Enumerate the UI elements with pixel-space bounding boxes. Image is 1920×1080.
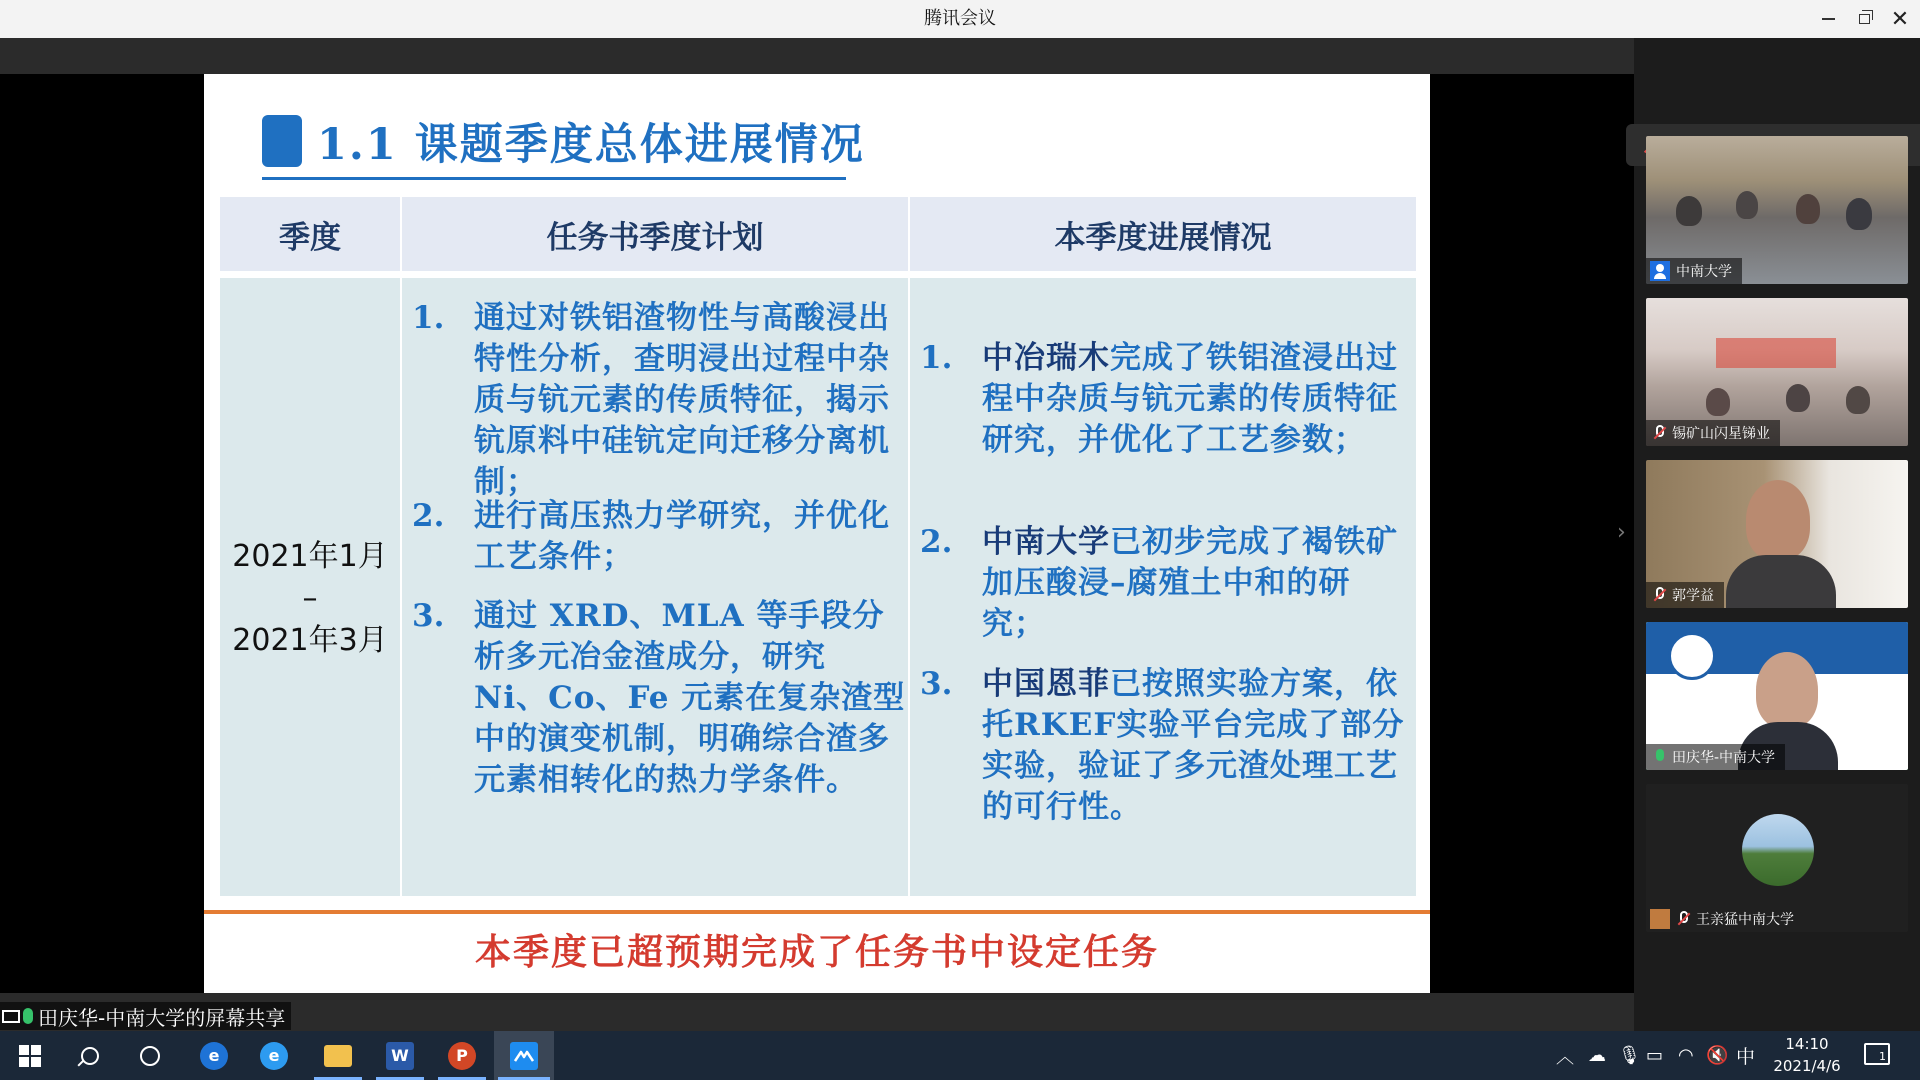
quarter-dash: – xyxy=(302,581,318,616)
restore-button[interactable] xyxy=(1846,0,1882,38)
cortana-button[interactable] xyxy=(122,1031,178,1080)
progress-item-org: 中国恩菲 xyxy=(982,666,1110,702)
participant-name: 锡矿山闪星锑业 xyxy=(1672,426,1770,442)
mic-muted-icon xyxy=(1654,425,1666,441)
user-icon xyxy=(1650,261,1670,281)
participant-tile[interactable] xyxy=(1646,136,1908,284)
participant-name: 田庆华-中南大学 xyxy=(1672,750,1776,766)
screen-share-label xyxy=(0,1002,291,1030)
share-top-strip xyxy=(0,38,1634,74)
header-progress: 本季度进展情况 xyxy=(910,197,1416,271)
participant-tile[interactable] xyxy=(1646,298,1908,446)
university-logo-icon xyxy=(1668,632,1716,680)
plan-cell xyxy=(402,278,908,896)
presentation-slide xyxy=(204,74,1430,993)
progress-item-text xyxy=(982,338,1410,461)
participant-name: 中南大学 xyxy=(1676,264,1732,280)
avatar xyxy=(1650,909,1670,929)
participant-tile[interactable] xyxy=(1646,784,1908,932)
windows-taskbar xyxy=(0,1031,1920,1080)
slide-title-text: 1.1 课题季度总体进展情况 xyxy=(317,119,865,170)
progress-cell xyxy=(910,278,1416,896)
quarter-start: 2021年1月 xyxy=(232,539,388,574)
participant-tile[interactable] xyxy=(1646,460,1908,608)
plan-item-text: 通过对铁铝渣物性与高酸浸出特性分析，查明浸出过程中杂质与钪元素的传质特征，揭示钪原料中硅钪定向迁移分离机制； xyxy=(474,300,890,500)
edge-icon: e xyxy=(200,1042,228,1070)
plan-item-text: 通过 XRD、MLA 等手段分析多元冶金渣成分，研究 Ni、Co、Fe 元素在复杂渣型中的演变机制，明确综合渣多元素相转化的热力学条件。 xyxy=(474,598,906,798)
taskbar-app-tencent-meeting[interactable] xyxy=(494,1031,554,1080)
header-plan: 任务书季度计划 xyxy=(402,197,908,271)
search-icon xyxy=(81,1047,99,1065)
notification-center-icon[interactable] xyxy=(1864,1043,1890,1065)
progress-item xyxy=(920,338,1410,461)
plan-item xyxy=(412,298,902,503)
search-button[interactable] xyxy=(62,1031,118,1080)
clock-date: 2021/4/6 xyxy=(1773,1057,1841,1075)
mic-on-icon xyxy=(23,1008,33,1024)
progress-item-org: 中冶瑞木 xyxy=(982,340,1110,376)
mic-on-icon xyxy=(1654,749,1666,765)
restore-icon xyxy=(1859,14,1870,24)
panel-collapse-chevron-icon[interactable]: › xyxy=(1617,520,1626,545)
battery-icon[interactable]: ▭ xyxy=(1646,1045,1664,1066)
progress-item-number: 1. xyxy=(920,340,953,376)
progress-item-text xyxy=(982,664,1410,828)
cortana-icon xyxy=(140,1046,160,1066)
participant-avatar xyxy=(1742,814,1814,886)
taskbar-app-powerpoint[interactable] xyxy=(434,1031,490,1080)
progress-item xyxy=(920,522,1410,645)
participant-name-tag xyxy=(1646,258,1742,284)
minimize-icon xyxy=(1822,18,1835,20)
title-bullet-square xyxy=(262,115,302,167)
mic-muted-icon xyxy=(1654,587,1666,603)
slide-conclusion: 本季度已超预期完成了任务书中设定任务 xyxy=(474,931,1159,973)
progress-item-number: 2. xyxy=(920,524,953,560)
header-quarter: 季度 xyxy=(220,197,400,271)
quarter-end: 2021年3月 xyxy=(232,623,388,658)
windows-logo-icon xyxy=(19,1045,41,1067)
quarter-range xyxy=(220,536,400,662)
progress-item-body: 完成了铁铝渣浸出过程中杂质与钪元素的传质特征研究，并优化了工艺参数； xyxy=(982,340,1398,458)
progress-item-org: 中南大学 xyxy=(982,524,1110,560)
plan-item-number: 2. xyxy=(412,498,445,534)
progress-item-body: 已初步完成了褐铁矿加压酸浸–腐殖土中和的研究； xyxy=(982,524,1398,642)
start-button[interactable] xyxy=(2,1031,58,1080)
clock-time: 14:10 xyxy=(1785,1035,1829,1053)
taskbar-app-file-explorer[interactable] xyxy=(310,1031,366,1080)
progress-item-number: 3. xyxy=(920,666,953,702)
screen-share-icon xyxy=(2,1010,20,1023)
window-title: 腾讯会议 xyxy=(924,8,996,29)
window-titlebar xyxy=(0,0,1920,38)
participant-name-tag xyxy=(1646,420,1780,446)
plan-item xyxy=(412,596,906,801)
slide-title xyxy=(262,118,865,170)
close-icon: ✕ xyxy=(1890,6,1910,32)
tray-overflow-chevron-icon[interactable]: ︿ xyxy=(1556,1046,1574,1068)
plan-item xyxy=(412,496,902,578)
title-underline xyxy=(262,177,846,180)
quarter-cell xyxy=(220,278,400,896)
participant-name-tag xyxy=(1646,744,1785,770)
conclusion-divider xyxy=(204,910,1430,914)
participant-name: 王亲猛中南大学 xyxy=(1696,912,1794,928)
close-button[interactable] xyxy=(1882,0,1918,38)
minimize-button[interactable] xyxy=(1810,0,1846,38)
participant-name: 郭学益 xyxy=(1672,588,1714,604)
taskbar-app-word[interactable] xyxy=(372,1031,428,1080)
participant-tile-active-speaker[interactable] xyxy=(1646,622,1908,770)
folder-icon xyxy=(324,1045,352,1067)
plan-item-text: 进行高压热力学研究，并优化工艺条件； xyxy=(474,498,890,575)
microphone-icon[interactable]: 🎙 xyxy=(1618,1045,1641,1066)
powerpoint-icon: P xyxy=(448,1042,476,1070)
plan-item-number: 3. xyxy=(412,598,445,634)
volume-muted-icon[interactable]: 🔇 xyxy=(1706,1045,1729,1066)
plan-item-number: 1. xyxy=(412,300,445,336)
ime-indicator[interactable]: 中 xyxy=(1736,1046,1756,1068)
notification-count: 1 xyxy=(1879,1050,1886,1063)
system-clock[interactable] xyxy=(1760,1033,1854,1077)
mic-muted-icon xyxy=(1678,911,1690,927)
participant-name-tag xyxy=(1646,906,1804,932)
screen-share-owner: 田庆华-中南大学的屏幕共享 xyxy=(38,1005,286,1030)
word-icon: W xyxy=(386,1042,414,1070)
onedrive-icon[interactable]: ☁ xyxy=(1588,1045,1606,1066)
progress-item-body: 已按照实验方案，依托RKEF实验平台完成了部分实验，验证了多元渣处理工艺的可行性。 xyxy=(982,666,1405,825)
participant-name-tag xyxy=(1646,582,1724,608)
progress-item xyxy=(920,664,1410,828)
taskbar-app-edge[interactable] xyxy=(186,1031,242,1080)
progress-item-text xyxy=(982,522,1410,645)
internet-explorer-icon: e xyxy=(260,1042,288,1070)
wifi-icon[interactable]: ◠ xyxy=(1678,1045,1694,1066)
taskbar-app-ie[interactable] xyxy=(246,1031,302,1080)
tencent-meeting-icon xyxy=(510,1042,538,1070)
